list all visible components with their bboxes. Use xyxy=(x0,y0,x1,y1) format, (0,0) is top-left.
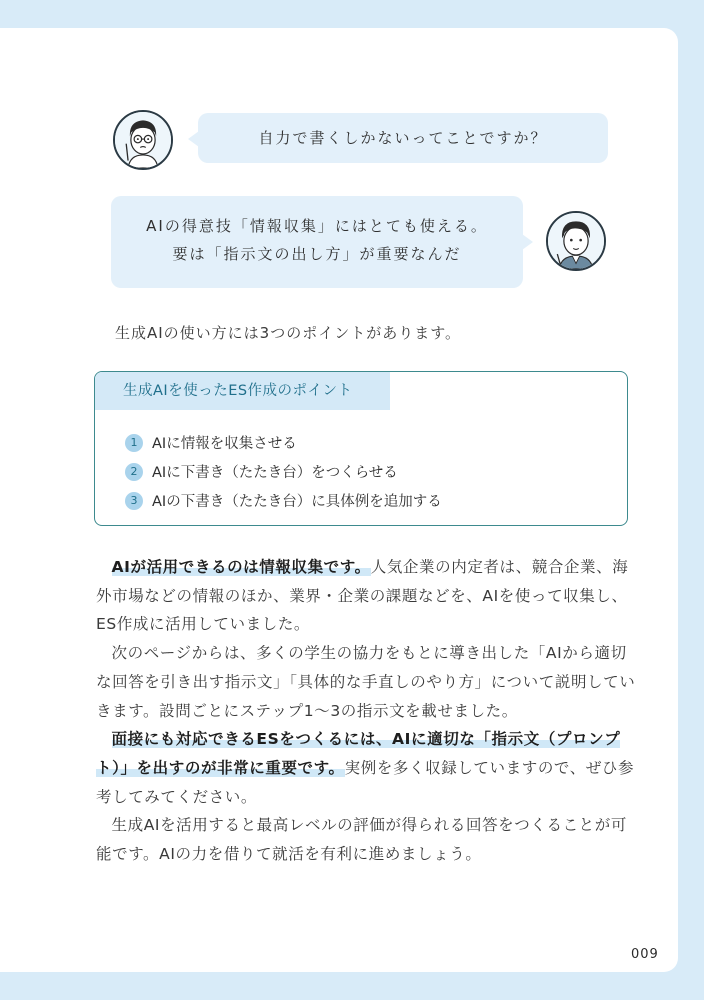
student-speech-bubble xyxy=(198,113,608,163)
point-item xyxy=(125,486,442,515)
point-number-badge: 1 xyxy=(125,434,143,452)
mentor-face-icon xyxy=(548,213,604,269)
point-list xyxy=(125,428,442,515)
point-box-title: 生成AIを使ったES作成のポイント xyxy=(95,372,390,410)
point-text: AIの下書き（たたき台）に具体例を追加する xyxy=(152,494,442,510)
highlight-text: 面接にも対応できるESをつくるには、AIに適切な「指示文（プロンプト）」を出すのが非常に重要です。 xyxy=(96,730,621,777)
paragraph: 次のページからは、多くの学生の協力をもとに導き出した「AIから適切な回答を引き出す指示文」「具体的な手直しのやり方」について説明していきます。設問ごとにステップ1〜3の指示文を載せました。 xyxy=(96,644,636,720)
paragraph: 生成AIを活用すると最高レベルの評価が得られる回答をつくることが可能です。AIの力を借りて就活を有利に進めましょう。 xyxy=(96,816,627,864)
mentor-avatar xyxy=(546,211,606,271)
paragraph xyxy=(96,725,636,811)
intro-text: 生成AIの使い方には3つのポイントがあります。 xyxy=(115,324,462,342)
point-item xyxy=(125,457,442,486)
paragraph-text: 人気企業の内定者は、競合企業、海外市場などの情報のほか、業界・企業の課題などを、AIを使って収集し、ES作成に活用していました。 xyxy=(96,558,629,634)
page-number: 009 xyxy=(631,947,659,962)
mentor-line-1: AIの得意技「情報収集」にはとても使える。 xyxy=(146,217,488,235)
point-text: AIに情報を収集させる xyxy=(152,436,297,452)
point-box xyxy=(94,371,628,526)
point-text: AIに下書き（たたき台）をつくらせる xyxy=(152,465,398,481)
highlight-text: AIが活用できるのは情報収集です。 xyxy=(111,558,371,576)
mentor-speech-bubble xyxy=(111,196,523,288)
student-face-icon xyxy=(115,112,171,168)
point-number-badge: 3 xyxy=(125,492,143,510)
point-number-badge: 2 xyxy=(125,463,143,481)
body-text xyxy=(96,553,636,869)
paragraph xyxy=(96,553,636,639)
student-line: 自力で書くしかないってことですか？ xyxy=(258,129,548,147)
point-item xyxy=(125,428,442,457)
mentor-line-2: 要は「指示文の出し方」が重要なんだ xyxy=(172,245,462,263)
paragraph-text: 実例を多く収録していますので、ぜひ参考してみてください。 xyxy=(96,758,635,806)
student-avatar xyxy=(113,110,173,170)
